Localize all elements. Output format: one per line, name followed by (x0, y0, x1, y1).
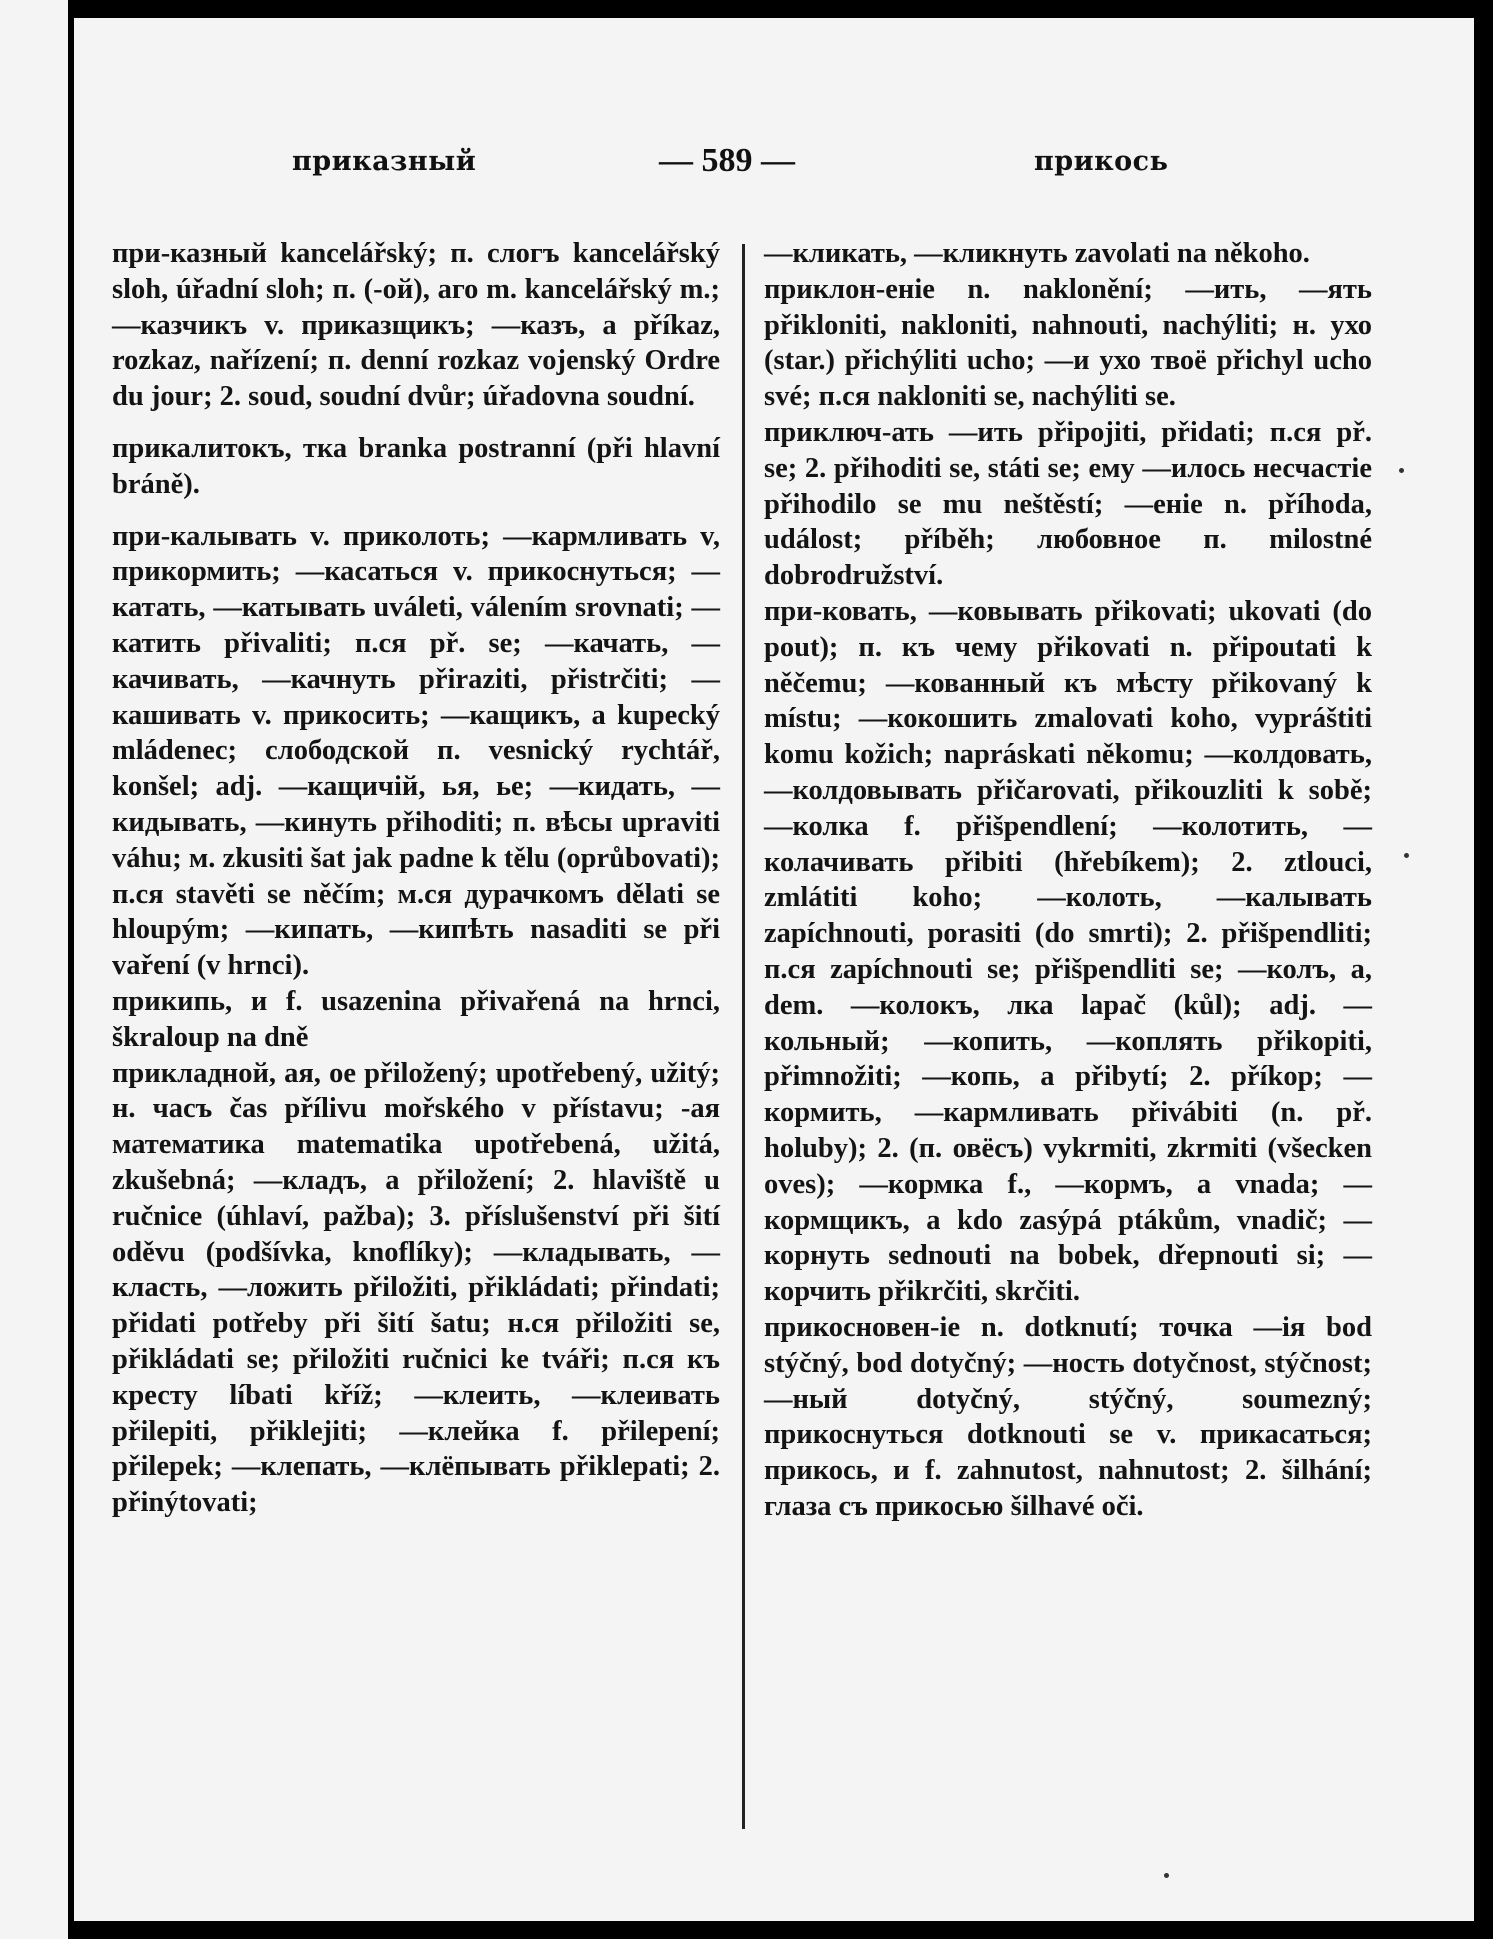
column-divider (742, 244, 745, 1829)
previous-page-edge (0, 0, 74, 1939)
entry-prikalitok: прикалитокъ, тка branka postranní (při hlavní bráně). (112, 432, 720, 500)
print-speck (1164, 1873, 1169, 1878)
entry-prikalyvat: при-калывать v. приколоть; —кармливать v, прикормить; —касаться v. прикоснуться; —катать, —катывать uváleti, válením srovnati; —катить přivaliti; п.ся př. se; —качать, —качивать, —качнуть přiraziti, přistrčiti; —кашивать v. прикосить; —кащикъ, a kupecký mládenec; слободской п. vesnický rychtář, konšel; adj. —кащичій, ья, ье; —кидать, —кидывать, —кинуть přihoditi; п. вѣсы upraviti váhu; м. zkusiti šat jak padne k tělu (oprůbovati); п.ся stavěti se něčím; м.ся дурачкомъ dělati se hloupým; —кипать, —кипѣть nasaditi se při vaření (v hrnci). (112, 520, 720, 982)
print-speck (1404, 853, 1409, 858)
entry-priklyuchat: приключ-ать —ить připojiti, přidati; п.ся př. se; 2. přihoditi se, státi se; ему —илось несчастіе přihodilo se mu neštěstí; —еніе n. příhoda, událost; příběh; любовное п. milostné dobrodružství. (764, 416, 1372, 592)
entry-prikladnoj: прикладной, ая, ое přiložený; upotřebený, užitý; н. часъ čas přílivu mořského v přístavu; -ая математика matematika upotřebená, užitá, zkušebná; —кладъ, a přiložení; 2. hlaviště u ručnice (úhlaví, pažba); 3. příslušenství při šití oděvu (podšívka, knoflíky); —кладывать, —класть, —ложить přiložiti, přikládati; přindati; přidati potřeby při šití šatu; н.ся přiložiti se, přikládati se; přiložiti ručnici ke tváři; п.ся къ кресту líbati kříž; —клеить, —клеивать přilepiti, přiklejiti; —клейка f. přilepení; přilepek; —клепать, —клёпывать přiklepati; 2. přinýtovati; (112, 1057, 720, 1519)
left-column (112, 236, 720, 1521)
running-head (74, 142, 1474, 186)
entry-prikovat: при-ковать, —ковывать přikovati; ukovati (do pout); п. къ чему přikovati n. připoutati k něčemu; —кованный къ мѣсту přikovaný k místu; —кокошить zmalovati koho, vypráštiti komu kožich; napráskati někomu; —колдовать, —колдовывать přičarovati, přikouzliti k sobě; —колка f. přišpendlení; —колотить, —колачивать přibiti (hřebíkem); 2. ztlouci, zmlátiti koho; —колоть, —калывать zapíchnouti, porasiti (do smrti); 2. přišpendliti; п.ся zapíchnouti se; přišpendliti se; —колъ, a, dem. —колокъ, лка lapač (kůl); adj. —кольный; —копить, —коплять přikopiti, přimnožiti; —копь, a přibytí; 2. příkop; —кормить, —кармливать přivábiti (n. př. holuby); 2. (п. овёсъ) vykrmiti, zkrmiti (všecken oves); —кормка f., —кормъ, a vnada; —кормщикъ, a kdo zasýpá ptákům, vnadič; —корнуть sednouti na bobek, dřepnouti si; —корчить přikrčiti, skrčiti. (764, 595, 1372, 1308)
header-left-word: приказный (292, 146, 477, 177)
entry-priklikat: —кликать, —кликнуть zavolati na někoho. (764, 238, 1310, 269)
entry-prikosnovenie: прикосновен-іе n. dotknutí; точка —ія bod stýčný, bod dotyčný; —ность dotyčnost, stýčnost; —ный dotyčný, stýčný, soumezný; прикоснуться dotknouti se v. прикасаться; прикось, и f. zahnutost, nahnutost; 2. šilhání; глаза съ прикосью šilhavé oči. (764, 1311, 1372, 1522)
dictionary-page (74, 18, 1474, 1921)
header-right-word: прикось (1034, 146, 1169, 177)
right-column (764, 236, 1372, 1525)
page-number: — 589 — (659, 142, 795, 179)
entry-priklonenie: приклон-еніе n. naklonění; —ить, —ять přikloniti, nakloniti, nahnouti, nachýliti; н. ухо (star.) přichýliti ucho; —и ухо твоё přichyl ucho své; п.ся nakloniti se, nachýliti se. (764, 273, 1372, 413)
entry-prikip: прикипь, и f. usazenina přivařená na hrnci, škraloup na dně (112, 985, 720, 1053)
print-speck (1399, 468, 1404, 473)
entry-prikaznyj: при-казный kancelářský; п. слогъ kancelářský sloh, úřadní sloh; п. (-ой), аго m. kancelářský m.; —казчикъ v. приказщикъ; —казъ, a příkaz, rozkaz, nařízení; п. denní rozkaz vojenský Ordre du jour; 2. soud, soudní dvůr; úřadovna soudní. (112, 238, 720, 413)
